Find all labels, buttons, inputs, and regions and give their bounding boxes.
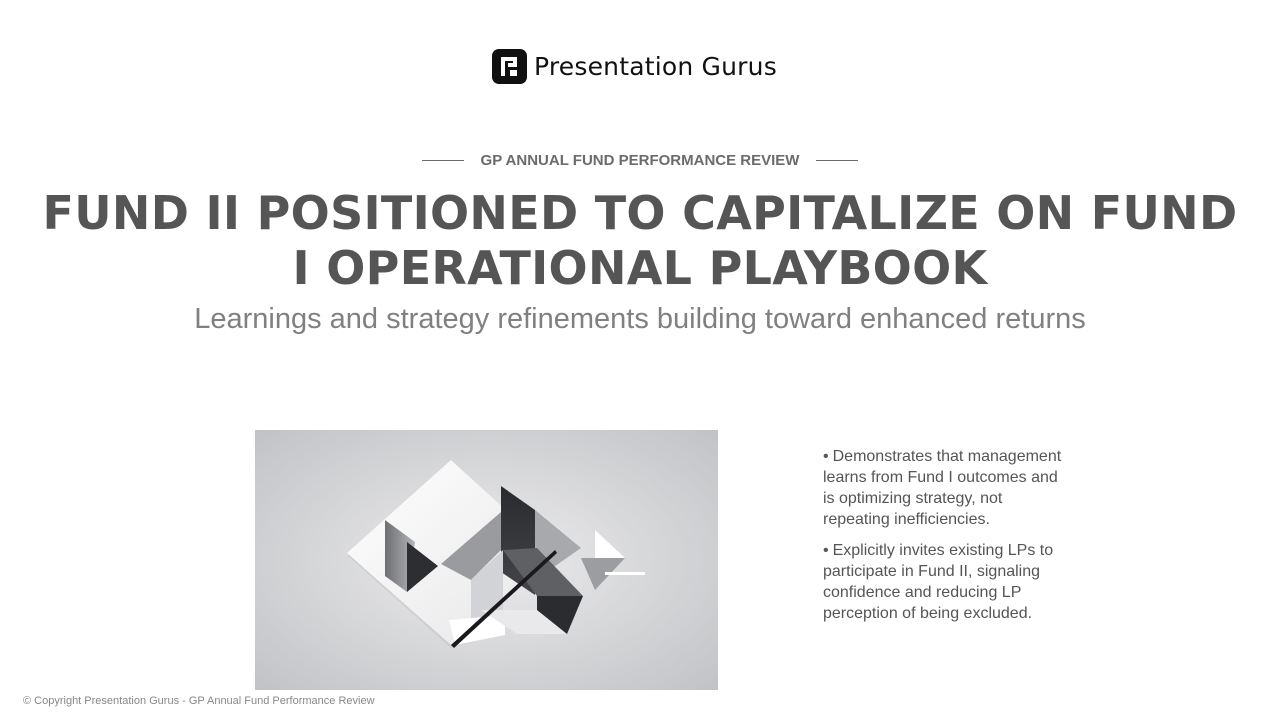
abstract-geometric-image — [255, 430, 718, 690]
eyebrow-text: GP ANNUAL FUND PERFORMANCE REVIEW — [480, 152, 800, 169]
hero-illustration — [255, 430, 718, 690]
slide-subtitle: Learnings and strategy refinements building toward enhanced returns — [194, 303, 1086, 335]
copyright-footer: © Copyright Presentation Gurus - GP Annual Fund Performance Review — [23, 695, 375, 707]
logo-text: Presentation Gurus — [534, 51, 777, 81]
slide-title: FUND II POSITIONED TO CAPITALIZE ON FUND I OPERATIONAL PLAYBOOK — [42, 186, 1238, 295]
bullet-list — [823, 446, 1073, 634]
bullet-item — [823, 540, 1073, 624]
bullet-item — [823, 446, 1073, 530]
bullet-glyph: • — [823, 542, 829, 559]
bullet-glyph: • — [823, 448, 829, 465]
pg-logo-icon — [492, 49, 527, 84]
eyebrow-rule-right — [816, 160, 858, 161]
bullet-text: Explicitly invites existing LPs to participate in Fund II, signaling confidence and reducing LP perception of being excluded. — [823, 542, 1054, 622]
eyebrow-rule-left — [422, 160, 464, 161]
section-eyebrow — [0, 152, 1280, 169]
brand-logo — [492, 47, 777, 85]
bullet-text: Demonstrates that management learns from Fund I outcomes and is optimizing strategy, not repeating inefficiencies. — [823, 448, 1062, 528]
